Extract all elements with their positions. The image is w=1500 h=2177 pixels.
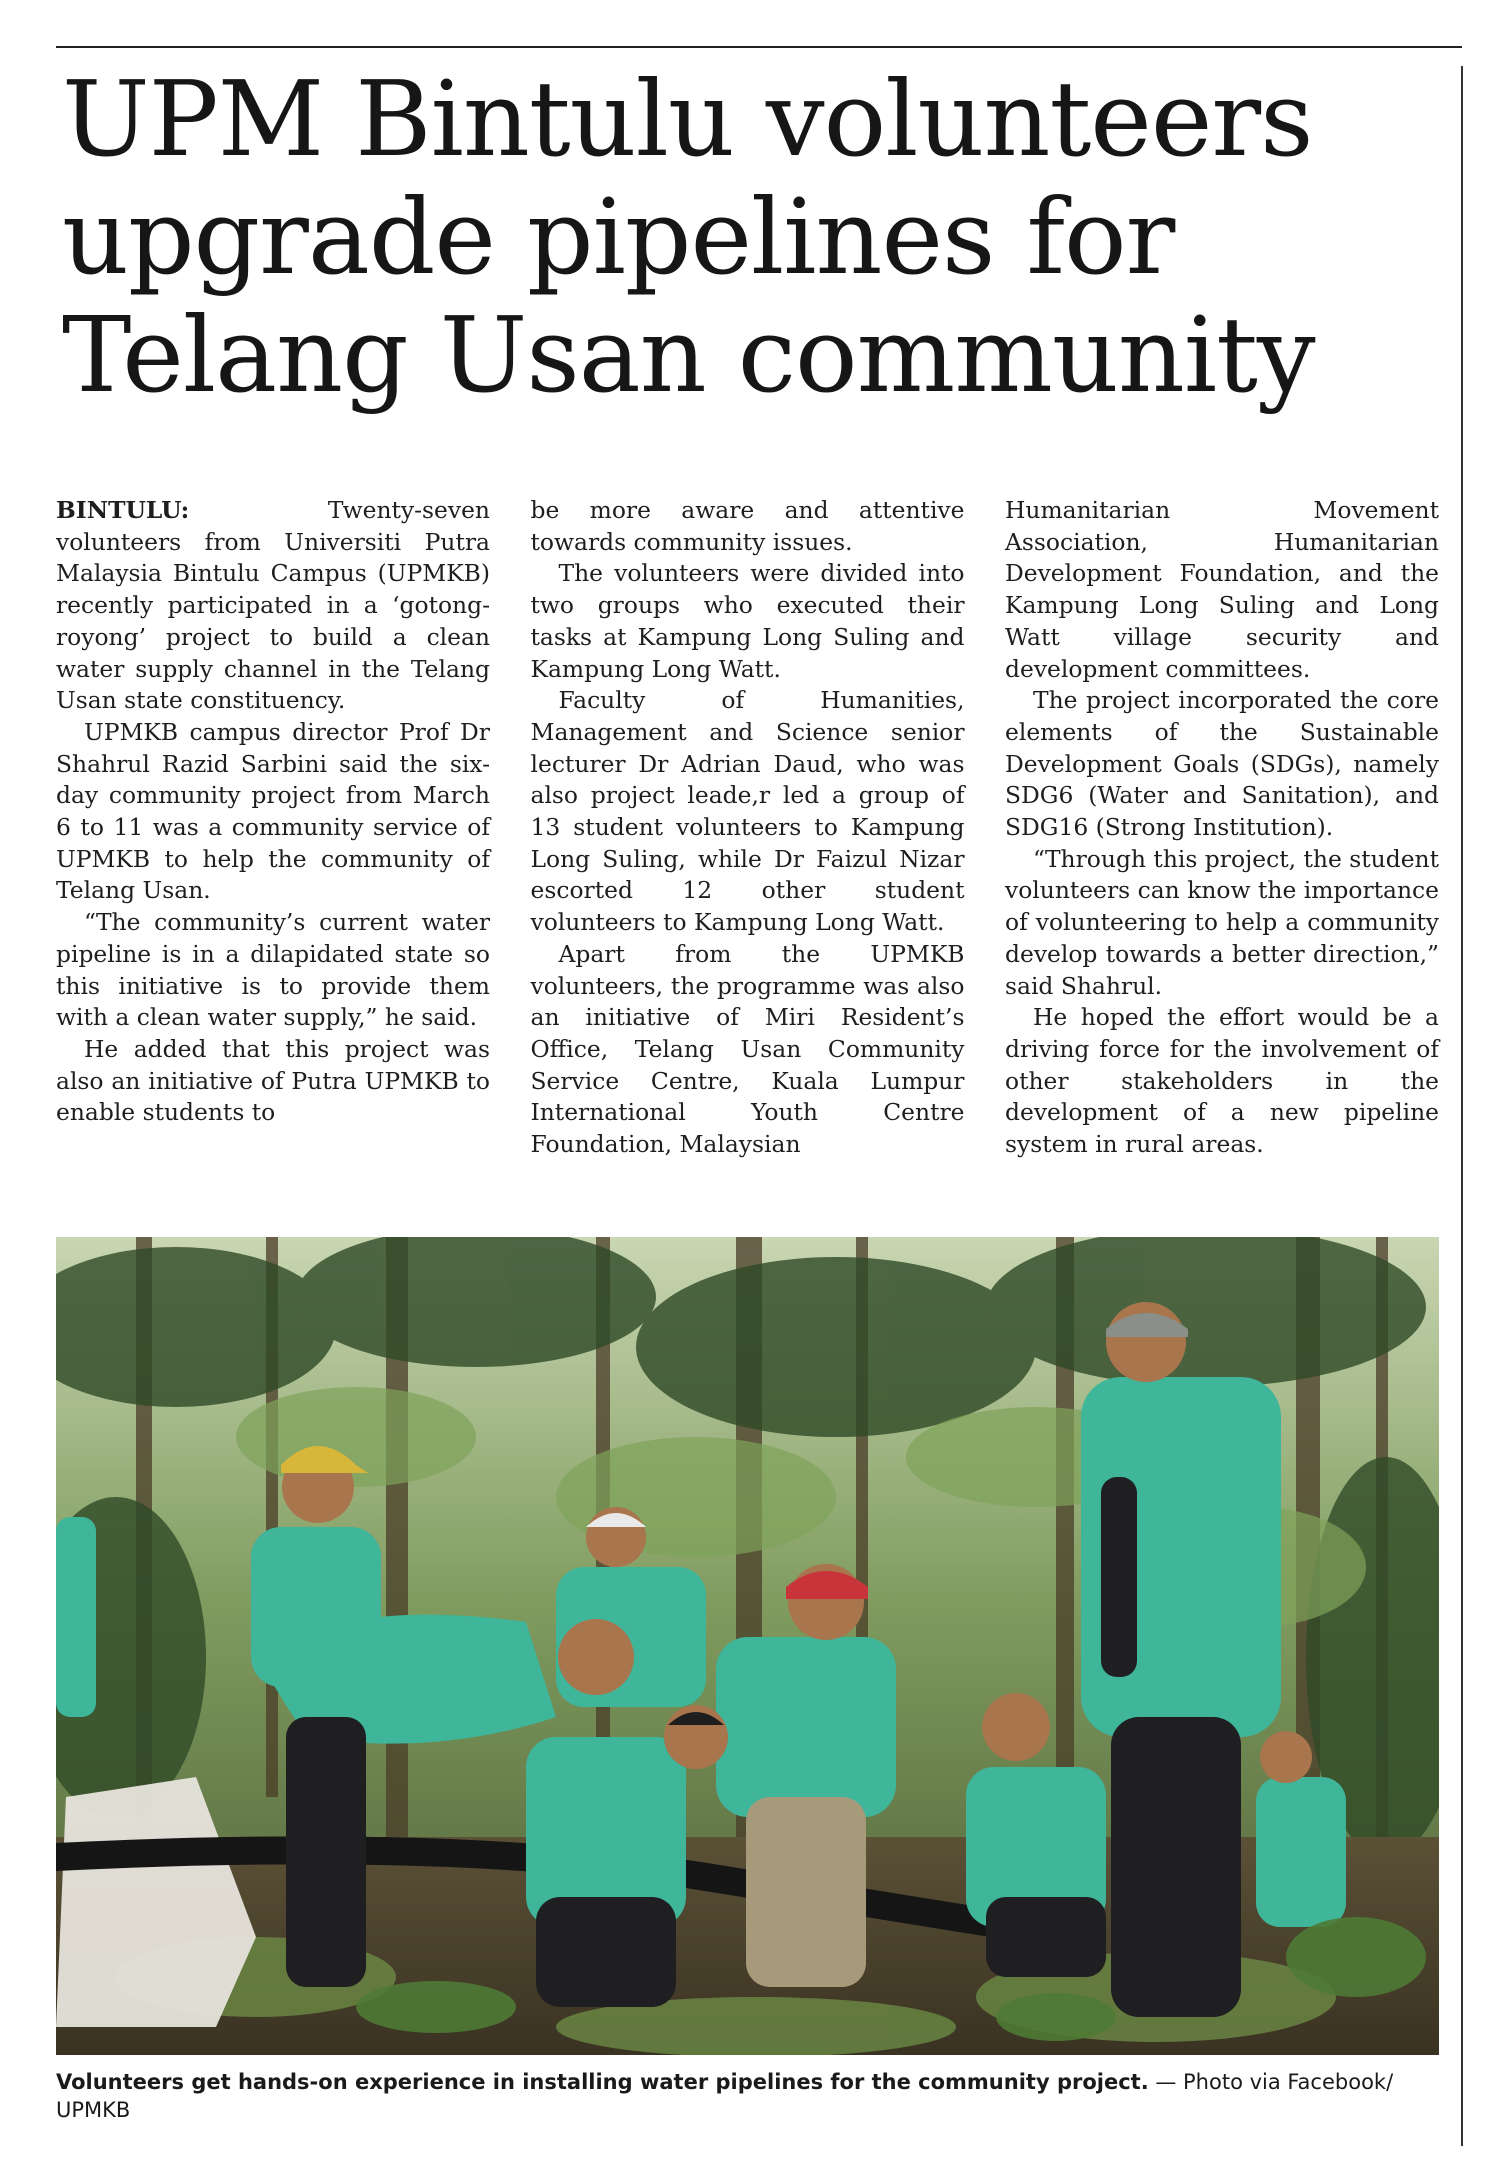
paragraph-text: Twenty-seven volunteers from Universiti Putra Malaysia Bintulu Campus (UPMKB) recently participated in a ‘gotong-royong’ project to build a clean water supply channel in the Telang Usan state constituency. [56, 496, 490, 715]
caption-text: Volunteers get hands-on experience in installing water pipelines for the community project. [56, 2070, 1149, 2094]
photo-illustration [56, 1237, 1439, 2055]
paragraph: be more aware and attentive towards community issues. [530, 496, 965, 556]
column-2 [531, 495, 965, 1195]
paragraph: Humanitarian Movement Association, Humanitarian Development Foundation, and the Kampung Long Suling and Long Watt village security and development committees. [1005, 496, 1439, 683]
paragraph: Faculty of Humanities, Management and Science senior lecturer Dr Adrian Daud, who was also project leade,r led a group of 13 student volunteers to Kampung Long Suling, while Dr Faizul Nizar escorted 12 other student volunteers to Kampung Long Watt. [530, 686, 965, 937]
paragraph: He hoped the effort would be a driving force for the involvement of other stakeholders in the development of a new pipeline system in rural areas. [1005, 1003, 1439, 1159]
headline: UPM Bintulu volunteers upgrade pipelines for Telang Usan community [62, 58, 1315, 416]
column-1 [56, 495, 490, 1195]
paragraph: Apart from the UPMKB volunteers, the programme was also an initiative of Miri Resident’s Office, Telang Usan Community Service Centre, Kuala Lumpur International Youth Centre Foundation, Malaysian [530, 939, 965, 1159]
column-3 [1005, 495, 1439, 1195]
paragraph [56, 495, 490, 717]
photo-caption [56, 2068, 1456, 2124]
paragraph: The project incorporated the core elements of the Sustainable Development Goals (SDGs), namely SDG6 (Water and Sanitation), and SDG16 (Strong Institution). [1005, 686, 1439, 842]
paragraph: The volunteers were divided into two groups who executed their tasks at Kampung Long Suling and Kampung Long Watt. [530, 559, 965, 683]
article-body [56, 495, 1439, 1195]
paragraph: “Through this project, the student volunteers can know the importance of volunteering to help a community develop towards a better direction,” said Shahrul. [1005, 844, 1440, 1000]
paragraph: “The community’s current water pipeline is in a dilapidated state so this initiative is to provide them with a clean water supply,” he said. [56, 908, 490, 1032]
top-rule [56, 46, 1462, 48]
paragraph: He added that this project was also an initiative of Putra UPMKB to enable students to [56, 1034, 490, 1127]
right-rule [1461, 66, 1463, 2146]
paragraph: UPMKB campus director Prof Dr Shahrul Razid Sarbini said the six-day community project from March 6 to 11 was a community service of UPMKB to help the community of Telang Usan. [56, 717, 490, 905]
photo-credit: — Photo via Facebook/ UPMKB [56, 2070, 1394, 2122]
news-photo [56, 1237, 1439, 2055]
dateline: BINTULU: [56, 496, 190, 524]
